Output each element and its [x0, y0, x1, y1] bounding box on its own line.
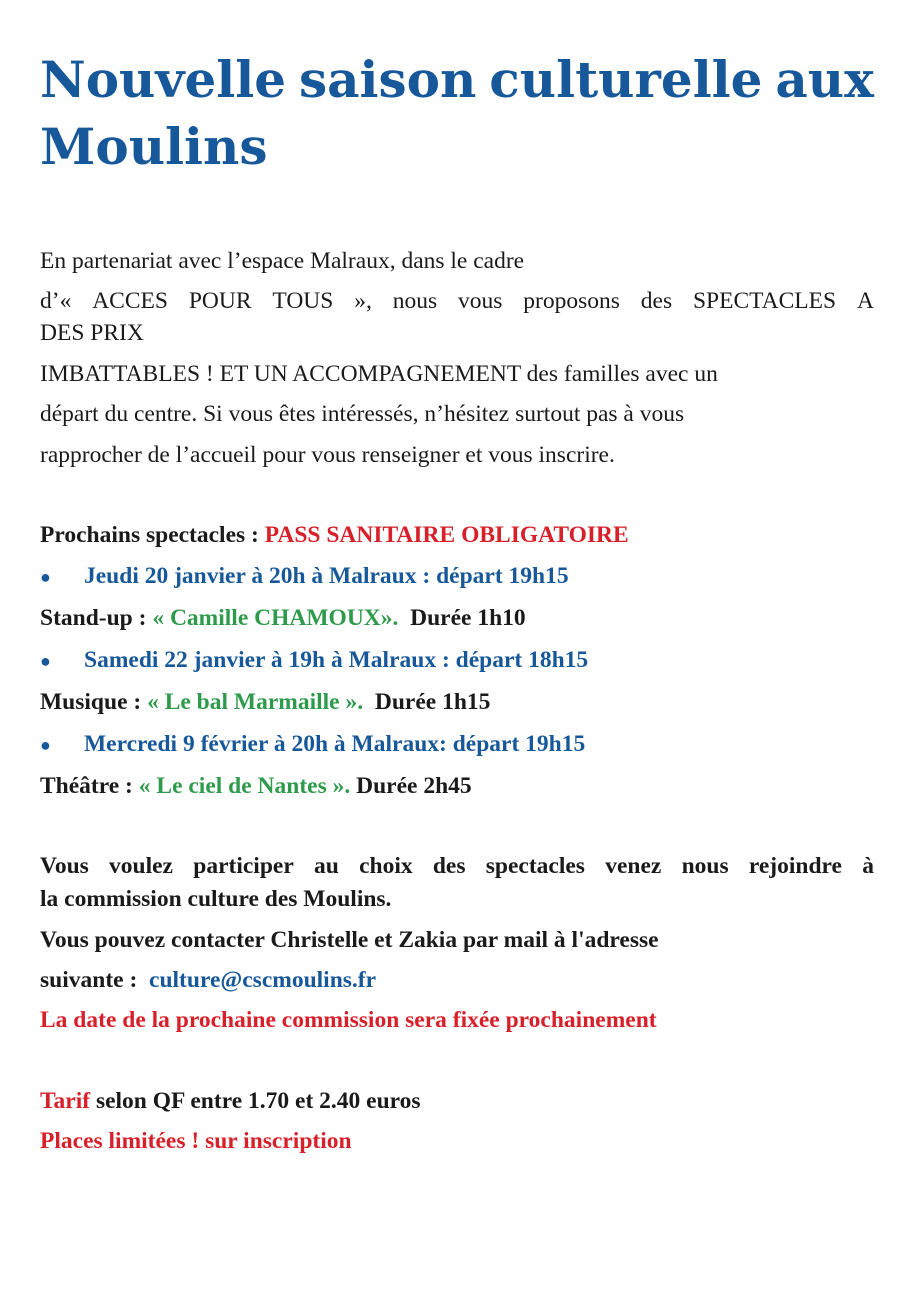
intro-word: des — [640, 288, 673, 314]
commission-line-1 — [40, 855, 874, 879]
title-word: Nouvelle — [40, 50, 287, 109]
intro-line-5: départ du centre. Si vous êtes intéressés, n’hésitez surtout pas à vous — [40, 401, 685, 427]
show-1-genre: Stand-up : — [40, 605, 153, 631]
show-1-details — [40, 607, 874, 631]
title-word: aux — [775, 50, 874, 109]
show-2-name: « Le bal Marmaille ». — [147, 689, 364, 715]
commission-word: choix — [359, 853, 413, 879]
title-word: culturelle — [489, 50, 763, 109]
bullet-icon: ● — [40, 735, 51, 755]
show-3-date — [40, 733, 874, 757]
show-3-genre: Théâtre : — [40, 773, 139, 799]
shows-heading-label: Prochains spectacles : — [40, 522, 265, 548]
commission-word: Vous — [40, 853, 89, 879]
commission-word: rejoindre — [748, 853, 842, 879]
commission-line-4 — [40, 969, 874, 993]
commission-line-3: Vous pouvez contacter Christelle et Zakia par mail à l'adresse — [40, 927, 659, 953]
title-word: saison — [298, 50, 477, 109]
bullet-icon: ● — [40, 651, 51, 671]
intro-line-6: rapprocher de l’accueil pour vous renseigner et vous inscrire. — [40, 442, 615, 468]
next-commission-date: La date de la prochaine commission sera fixée prochainement — [40, 1007, 657, 1033]
show-2-duration: Durée 1h15 — [363, 689, 491, 715]
commission-word: à — [862, 853, 874, 879]
tarif-label: Tarif — [40, 1088, 91, 1114]
tarif-line — [40, 1090, 874, 1114]
intro-word: proposons — [523, 288, 620, 314]
intro-word: vous — [458, 288, 503, 314]
intro-line-2 — [40, 290, 874, 314]
tarif-text: selon QF entre 1.70 et 2.40 euros — [90, 1088, 421, 1114]
shows-heading — [40, 524, 874, 548]
show-1-duration: Durée 1h10 — [398, 605, 526, 631]
intro-word: ACCES — [92, 288, 168, 314]
show-2-when: Samedi 22 janvier à 19h à Malraux : départ 18h15 — [84, 647, 589, 673]
show-3-name: « Le ciel de Nantes ». — [138, 773, 351, 799]
show-1-date — [40, 565, 874, 589]
commission-word: venez — [605, 853, 662, 879]
commission-word: participer — [193, 853, 294, 879]
intro-word: POUR — [188, 288, 252, 314]
intro-word: SPECTACLES — [692, 288, 837, 314]
intro-word: TOUS — [272, 288, 334, 314]
show-3-when: Mercredi 9 février à 20h à Malraux: départ 19h15 — [84, 731, 586, 757]
pass-sanitaire-alert: PASS SANITAIRE OBLIGATOIRE — [264, 522, 629, 548]
email-link[interactable]: culture@cscmoulins.fr — [149, 967, 377, 993]
page-title-line-1 — [40, 50, 874, 109]
show-3-duration: Durée 2h45 — [350, 773, 472, 799]
intro-line-4: IMBATTABLES ! ET UN ACCOMPAGNEMENT des familles avec un — [40, 361, 718, 387]
email-label: suivante : — [40, 967, 150, 993]
intro-word: », — [354, 288, 372, 314]
intro-word: A — [856, 288, 874, 314]
commission-word: au — [314, 853, 339, 879]
commission-word: des — [432, 853, 466, 879]
page-title-line-2: Moulins — [40, 117, 268, 176]
show-2-details — [40, 691, 874, 715]
commission-word: spectacles — [485, 853, 585, 879]
show-1-name: « Camille CHAMOUX». — [152, 605, 399, 631]
intro-line-3: DES PRIX — [40, 320, 144, 346]
bullet-icon: ● — [40, 567, 51, 587]
places-limited: Places limitées ! sur inscription — [40, 1128, 352, 1154]
intro-word: d’« — [40, 288, 72, 314]
commission-word: nous — [681, 853, 729, 879]
show-3-details — [40, 775, 874, 799]
commission-line-2: la commission culture des Moulins. — [40, 886, 392, 912]
show-2-genre: Musique : — [40, 689, 148, 715]
intro-word: nous — [392, 288, 438, 314]
commission-word: voulez — [109, 853, 173, 879]
show-1-when: Jeudi 20 janvier à 20h à Malraux : départ 19h15 — [84, 563, 569, 589]
intro-line-1: En partenariat avec l’espace Malraux, dans le cadre — [40, 248, 525, 274]
show-2-date — [40, 649, 874, 673]
